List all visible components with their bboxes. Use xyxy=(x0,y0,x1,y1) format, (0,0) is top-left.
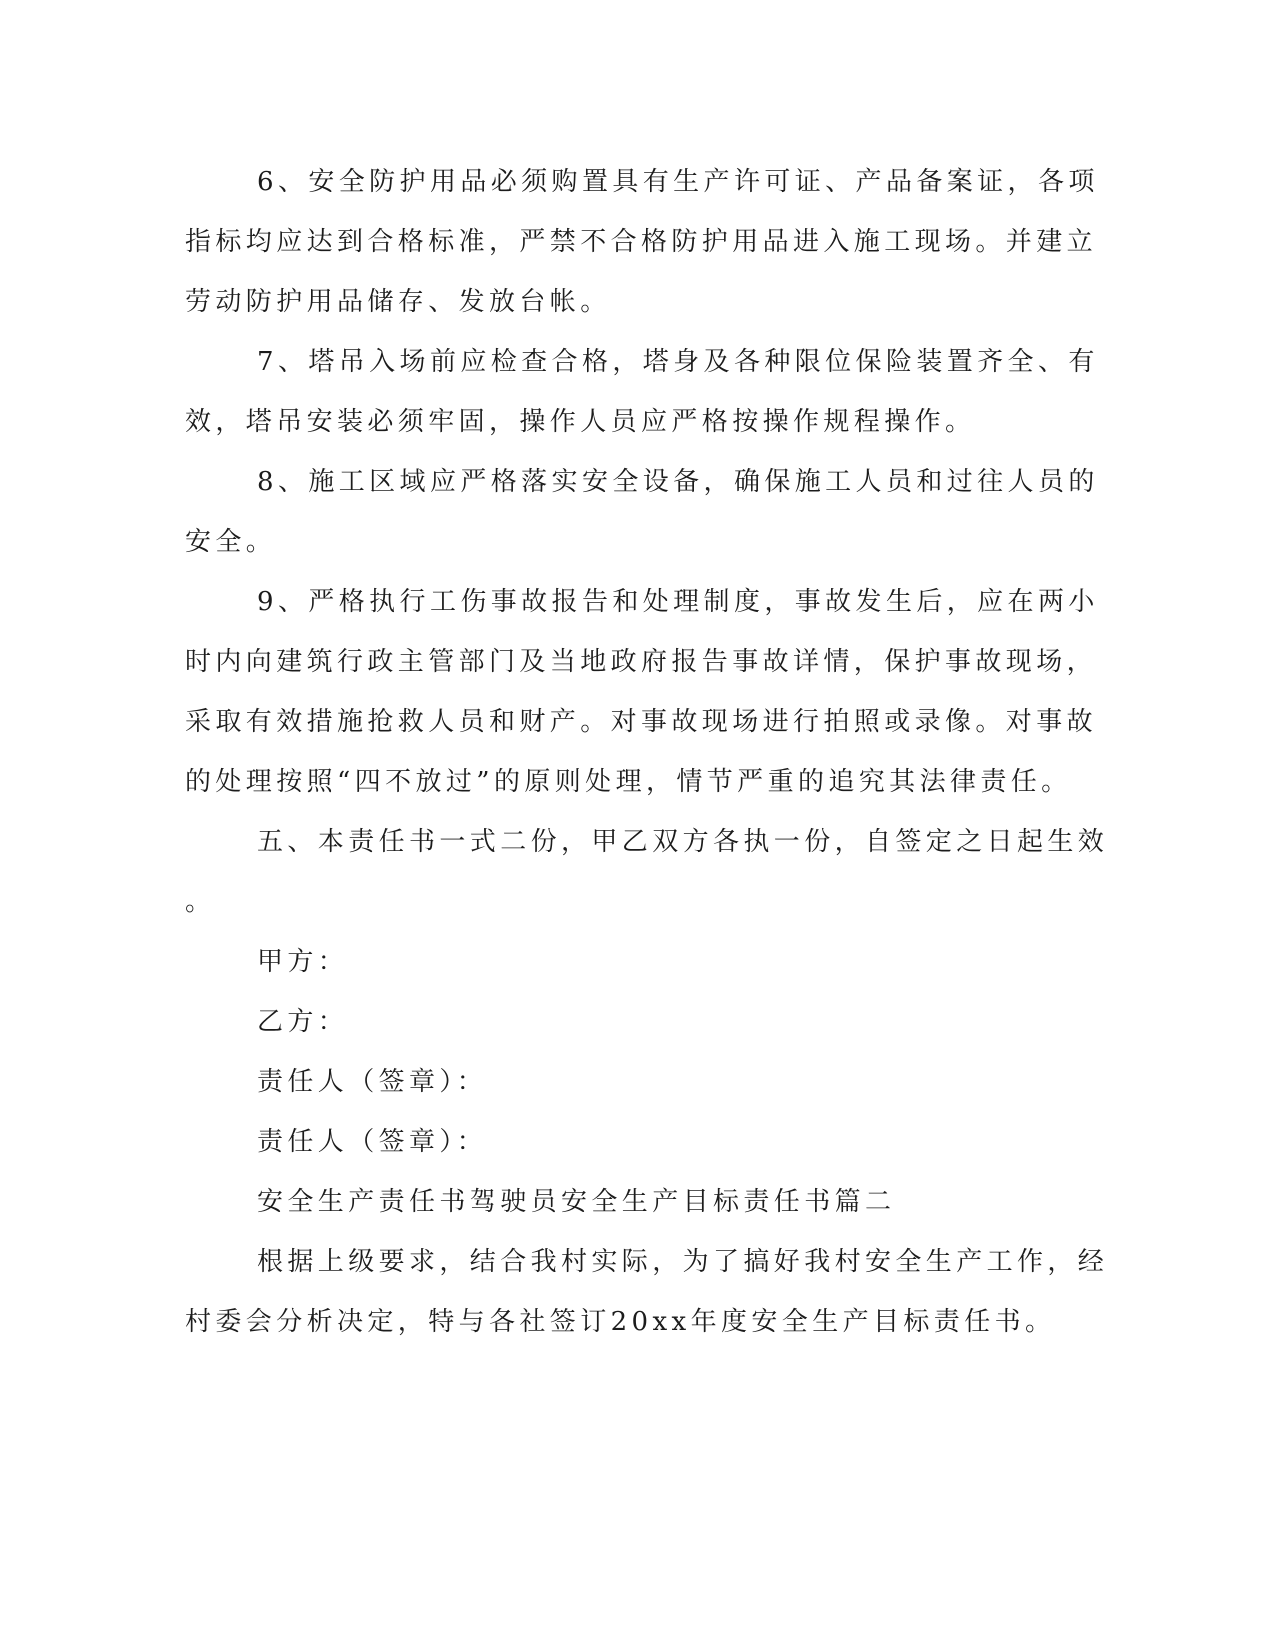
paragraph-section-5 xyxy=(185,812,1109,932)
text-line: 9、严格执行工伤事故报告和处理制度，事故发生后，应在两小 xyxy=(257,587,1099,617)
text-line: 。 xyxy=(185,887,216,917)
text-line: 根据上级要求，结合我村实际，为了搞好我村安全生产工作，经 xyxy=(257,1247,1109,1277)
document-body xyxy=(185,152,1109,1352)
text-line: 五、本责任书一式二份，甲乙双方各执一份，自签定之日起生效 xyxy=(257,827,1109,857)
party-a-label: 甲方： xyxy=(257,947,349,977)
paragraph-item-7 xyxy=(185,332,1099,452)
text-line: 7、塔吊入场前应检查合格，塔身及各种限位保险装置齐全、有 xyxy=(257,347,1099,377)
paragraph-item-8 xyxy=(185,452,1099,572)
responsible-signature-1: 责任人（签章）： xyxy=(257,1067,488,1097)
paragraph-item-9 xyxy=(185,572,1099,812)
paragraph-item-6 xyxy=(185,152,1099,332)
responsible-signature-2: 责任人（签章）： xyxy=(257,1127,488,1157)
text-line: 安全。 xyxy=(185,527,277,557)
text-line: 指标均应达到合格标准，严禁不合格防护用品进入施工现场。并建立 xyxy=(185,227,1098,257)
text-line: 采取有效措施抢救人员和财产。对事故现场进行拍照或录像。对事故 xyxy=(185,707,1098,737)
party-b-label: 乙方： xyxy=(257,1007,349,1037)
text-line: 8、施工区域应严格落实安全设备，确保施工人员和过往人员的 xyxy=(257,467,1099,497)
text-line: 6、安全防护用品必须购置具有生产许可证、产品备案证，各项 xyxy=(257,167,1099,197)
text-line: 效，塔吊安装必须牢固，操作人员应严格按操作规程操作。 xyxy=(185,407,976,437)
section-title: 安全生产责任书驾驶员安全生产目标责任书篇二 xyxy=(257,1187,896,1217)
text-line: 时内向建筑行政主管部门及当地政府报告事故详情，保护事故现场， xyxy=(185,647,1098,677)
closing-paragraph xyxy=(185,1232,1109,1352)
text-line: 劳动防护用品储存、发放台帐。 xyxy=(185,287,611,317)
text-line: 村委会分析决定，特与各社签订20xx年度安全生产目标责任书。 xyxy=(185,1307,1056,1337)
text-line: 的处理按照“四不放过”的原则处理，情节严重的追究其法律责任。 xyxy=(185,767,1072,797)
